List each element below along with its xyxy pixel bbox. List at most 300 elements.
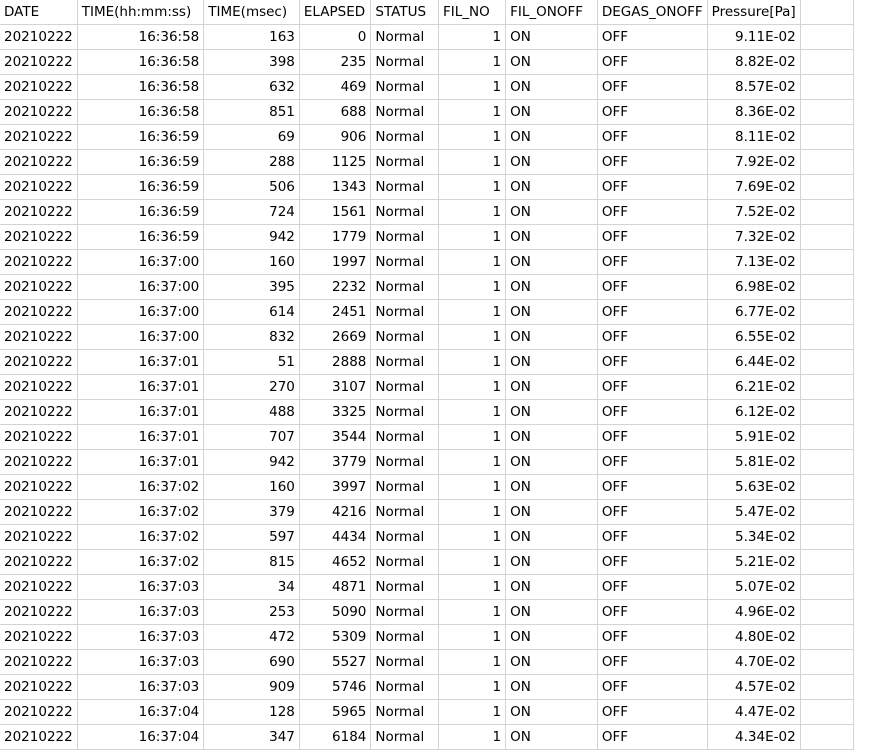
cell-date[interactable]: 20210222 (0, 450, 77, 475)
cell-fil-onoff[interactable]: ON (506, 150, 598, 175)
empty-cell[interactable] (800, 725, 854, 750)
empty-cell[interactable] (800, 300, 854, 325)
cell-fil-onoff[interactable]: ON (506, 25, 598, 50)
empty-cell[interactable] (800, 450, 854, 475)
cell-pressure[interactable]: 5.63E-02 (707, 475, 800, 500)
cell-status[interactable]: Normal (371, 325, 439, 350)
cell-elapsed[interactable]: 2888 (299, 350, 370, 375)
cell-date[interactable]: 20210222 (0, 375, 77, 400)
cell-status[interactable]: Normal (371, 700, 439, 725)
cell-pressure[interactable]: 6.21E-02 (707, 375, 800, 400)
cell-date[interactable]: 20210222 (0, 475, 77, 500)
cell-elapsed[interactable]: 5965 (299, 700, 370, 725)
cell-date[interactable]: 20210222 (0, 525, 77, 550)
cell-pressure[interactable]: 6.55E-02 (707, 325, 800, 350)
cell-elapsed[interactable]: 688 (299, 100, 370, 125)
cell-fil-onoff[interactable]: ON (506, 650, 598, 675)
cell-degas-onoff[interactable]: OFF (597, 50, 707, 75)
cell-status[interactable]: Normal (371, 725, 439, 750)
cell-fil-no[interactable]: 1 (438, 525, 505, 550)
empty-cell[interactable] (800, 625, 854, 650)
cell-pressure[interactable]: 6.44E-02 (707, 350, 800, 375)
cell-fil-no[interactable]: 1 (438, 150, 505, 175)
cell-fil-no[interactable]: 1 (438, 500, 505, 525)
cell-degas-onoff[interactable]: OFF (597, 650, 707, 675)
cell-msec[interactable]: 160 (204, 250, 300, 275)
cell-status[interactable]: Normal (371, 375, 439, 400)
cell-date[interactable]: 20210222 (0, 75, 77, 100)
cell-status[interactable]: Normal (371, 175, 439, 200)
cell-fil-onoff[interactable]: ON (506, 250, 598, 275)
header-cell-fil-no[interactable]: FIL_NO (438, 0, 505, 25)
cell-time[interactable]: 16:37:04 (77, 700, 204, 725)
cell-fil-no[interactable]: 1 (438, 425, 505, 450)
cell-fil-onoff[interactable]: ON (506, 600, 598, 625)
cell-fil-no[interactable]: 1 (438, 325, 505, 350)
cell-pressure[interactable]: 5.21E-02 (707, 550, 800, 575)
cell-pressure[interactable]: 4.57E-02 (707, 675, 800, 700)
cell-elapsed[interactable]: 4434 (299, 525, 370, 550)
cell-msec[interactable]: 632 (204, 75, 300, 100)
cell-degas-onoff[interactable]: OFF (597, 500, 707, 525)
cell-msec[interactable]: 69 (204, 125, 300, 150)
cell-msec[interactable]: 690 (204, 650, 300, 675)
cell-fil-onoff[interactable]: ON (506, 325, 598, 350)
empty-cell[interactable] (800, 525, 854, 550)
empty-cell[interactable] (800, 600, 854, 625)
cell-elapsed[interactable]: 5527 (299, 650, 370, 675)
cell-fil-onoff[interactable]: ON (506, 675, 598, 700)
cell-fil-no[interactable]: 1 (438, 575, 505, 600)
empty-cell[interactable] (800, 550, 854, 575)
empty-cell[interactable] (800, 425, 854, 450)
cell-date[interactable]: 20210222 (0, 425, 77, 450)
cell-time[interactable]: 16:37:03 (77, 675, 204, 700)
cell-fil-onoff[interactable]: ON (506, 500, 598, 525)
cell-date[interactable]: 20210222 (0, 625, 77, 650)
cell-pressure[interactable]: 5.91E-02 (707, 425, 800, 450)
cell-pressure[interactable]: 4.70E-02 (707, 650, 800, 675)
cell-msec[interactable]: 253 (204, 600, 300, 625)
cell-status[interactable]: Normal (371, 600, 439, 625)
cell-degas-onoff[interactable]: OFF (597, 550, 707, 575)
cell-fil-no[interactable]: 1 (438, 675, 505, 700)
cell-status[interactable]: Normal (371, 675, 439, 700)
cell-pressure[interactable]: 4.34E-02 (707, 725, 800, 750)
cell-msec[interactable]: 395 (204, 275, 300, 300)
cell-degas-onoff[interactable]: OFF (597, 575, 707, 600)
cell-time[interactable]: 16:37:02 (77, 550, 204, 575)
cell-degas-onoff[interactable]: OFF (597, 175, 707, 200)
cell-date[interactable]: 20210222 (0, 675, 77, 700)
cell-msec[interactable]: 942 (204, 450, 300, 475)
empty-cell[interactable] (800, 700, 854, 725)
cell-pressure[interactable]: 9.11E-02 (707, 25, 800, 50)
cell-status[interactable]: Normal (371, 250, 439, 275)
cell-status[interactable]: Normal (371, 400, 439, 425)
cell-degas-onoff[interactable]: OFF (597, 325, 707, 350)
cell-degas-onoff[interactable]: OFF (597, 475, 707, 500)
header-cell-pressure[interactable]: Pressure[Pa] (707, 0, 800, 25)
cell-time[interactable]: 16:37:01 (77, 400, 204, 425)
cell-pressure[interactable]: 5.07E-02 (707, 575, 800, 600)
cell-elapsed[interactable]: 0 (299, 25, 370, 50)
cell-time[interactable]: 16:37:00 (77, 300, 204, 325)
cell-fil-no[interactable]: 1 (438, 725, 505, 750)
cell-elapsed[interactable]: 5746 (299, 675, 370, 700)
empty-cell[interactable] (800, 225, 854, 250)
cell-fil-no[interactable]: 1 (438, 625, 505, 650)
cell-pressure[interactable]: 6.77E-02 (707, 300, 800, 325)
cell-degas-onoff[interactable]: OFF (597, 725, 707, 750)
cell-degas-onoff[interactable]: OFF (597, 150, 707, 175)
cell-date[interactable]: 20210222 (0, 700, 77, 725)
cell-status[interactable]: Normal (371, 425, 439, 450)
cell-fil-onoff[interactable]: ON (506, 400, 598, 425)
cell-date[interactable]: 20210222 (0, 125, 77, 150)
cell-status[interactable]: Normal (371, 275, 439, 300)
cell-fil-onoff[interactable]: ON (506, 550, 598, 575)
empty-cell[interactable] (800, 200, 854, 225)
cell-pressure[interactable]: 8.36E-02 (707, 100, 800, 125)
cell-msec[interactable]: 34 (204, 575, 300, 600)
cell-elapsed[interactable]: 3107 (299, 375, 370, 400)
cell-degas-onoff[interactable]: OFF (597, 100, 707, 125)
cell-date[interactable]: 20210222 (0, 275, 77, 300)
cell-elapsed[interactable]: 6184 (299, 725, 370, 750)
cell-time[interactable]: 16:37:01 (77, 450, 204, 475)
cell-degas-onoff[interactable]: OFF (597, 700, 707, 725)
cell-elapsed[interactable]: 2451 (299, 300, 370, 325)
cell-elapsed[interactable]: 3997 (299, 475, 370, 500)
cell-msec[interactable]: 942 (204, 225, 300, 250)
cell-time[interactable]: 16:37:03 (77, 625, 204, 650)
cell-status[interactable]: Normal (371, 75, 439, 100)
cell-pressure[interactable]: 7.69E-02 (707, 175, 800, 200)
empty-cell[interactable] (800, 400, 854, 425)
cell-date[interactable]: 20210222 (0, 25, 77, 50)
cell-status[interactable]: Normal (371, 25, 439, 50)
cell-pressure[interactable]: 4.47E-02 (707, 700, 800, 725)
cell-pressure[interactable]: 6.98E-02 (707, 275, 800, 300)
cell-fil-onoff[interactable]: ON (506, 700, 598, 725)
cell-fil-no[interactable]: 1 (438, 450, 505, 475)
cell-time[interactable]: 16:37:00 (77, 325, 204, 350)
cell-time[interactable]: 16:37:02 (77, 500, 204, 525)
cell-degas-onoff[interactable]: OFF (597, 275, 707, 300)
empty-cell[interactable] (800, 350, 854, 375)
cell-status[interactable]: Normal (371, 300, 439, 325)
empty-cell[interactable] (800, 475, 854, 500)
cell-pressure[interactable]: 6.12E-02 (707, 400, 800, 425)
header-cell-date[interactable]: DATE (0, 0, 77, 25)
cell-time[interactable]: 16:37:02 (77, 475, 204, 500)
cell-time[interactable]: 16:37:03 (77, 575, 204, 600)
cell-fil-no[interactable]: 1 (438, 200, 505, 225)
cell-time[interactable]: 16:37:01 (77, 425, 204, 450)
empty-cell[interactable] (800, 75, 854, 100)
cell-status[interactable]: Normal (371, 225, 439, 250)
cell-msec[interactable]: 288 (204, 150, 300, 175)
cell-date[interactable]: 20210222 (0, 600, 77, 625)
cell-fil-no[interactable]: 1 (438, 400, 505, 425)
cell-msec[interactable]: 472 (204, 625, 300, 650)
cell-pressure[interactable]: 7.32E-02 (707, 225, 800, 250)
cell-time[interactable]: 16:37:03 (77, 600, 204, 625)
cell-degas-onoff[interactable]: OFF (597, 125, 707, 150)
cell-fil-no[interactable]: 1 (438, 600, 505, 625)
cell-status[interactable]: Normal (371, 150, 439, 175)
cell-degas-onoff[interactable]: OFF (597, 400, 707, 425)
cell-fil-no[interactable]: 1 (438, 225, 505, 250)
cell-fil-no[interactable]: 1 (438, 175, 505, 200)
cell-degas-onoff[interactable]: OFF (597, 525, 707, 550)
cell-time[interactable]: 16:36:58 (77, 75, 204, 100)
empty-cell[interactable] (800, 175, 854, 200)
cell-status[interactable]: Normal (371, 625, 439, 650)
cell-status[interactable]: Normal (371, 350, 439, 375)
cell-date[interactable]: 20210222 (0, 200, 77, 225)
empty-cell[interactable] (800, 500, 854, 525)
cell-elapsed[interactable]: 1343 (299, 175, 370, 200)
empty-cell[interactable] (800, 275, 854, 300)
cell-date[interactable]: 20210222 (0, 325, 77, 350)
cell-time[interactable]: 16:36:58 (77, 50, 204, 75)
empty-cell[interactable] (800, 150, 854, 175)
cell-time[interactable]: 16:37:00 (77, 250, 204, 275)
cell-time[interactable]: 16:37:02 (77, 525, 204, 550)
cell-fil-no[interactable]: 1 (438, 650, 505, 675)
empty-cell[interactable] (800, 650, 854, 675)
empty-cell[interactable] (800, 125, 854, 150)
cell-time[interactable]: 16:36:59 (77, 200, 204, 225)
header-cell-time[interactable]: TIME(hh:mm:ss) (77, 0, 204, 25)
cell-fil-no[interactable]: 1 (438, 100, 505, 125)
cell-msec[interactable]: 614 (204, 300, 300, 325)
cell-fil-onoff[interactable]: ON (506, 175, 598, 200)
cell-degas-onoff[interactable]: OFF (597, 225, 707, 250)
cell-status[interactable]: Normal (371, 200, 439, 225)
cell-fil-onoff[interactable]: ON (506, 225, 598, 250)
cell-fil-onoff[interactable]: ON (506, 450, 598, 475)
empty-cell[interactable] (800, 575, 854, 600)
cell-fil-onoff[interactable]: ON (506, 300, 598, 325)
cell-date[interactable]: 20210222 (0, 500, 77, 525)
cell-degas-onoff[interactable]: OFF (597, 25, 707, 50)
cell-degas-onoff[interactable]: OFF (597, 425, 707, 450)
cell-fil-onoff[interactable]: ON (506, 75, 598, 100)
cell-elapsed[interactable]: 2232 (299, 275, 370, 300)
cell-fil-onoff[interactable]: ON (506, 425, 598, 450)
cell-date[interactable]: 20210222 (0, 250, 77, 275)
cell-msec[interactable]: 128 (204, 700, 300, 725)
cell-date[interactable]: 20210222 (0, 650, 77, 675)
header-cell-elapsed[interactable]: ELAPSED (299, 0, 370, 25)
cell-fil-onoff[interactable]: ON (506, 50, 598, 75)
cell-fil-no[interactable]: 1 (438, 375, 505, 400)
cell-fil-onoff[interactable]: ON (506, 275, 598, 300)
cell-date[interactable]: 20210222 (0, 350, 77, 375)
cell-fil-onoff[interactable]: ON (506, 125, 598, 150)
cell-msec[interactable]: 160 (204, 475, 300, 500)
cell-status[interactable]: Normal (371, 550, 439, 575)
cell-status[interactable]: Normal (371, 575, 439, 600)
cell-fil-onoff[interactable]: ON (506, 100, 598, 125)
cell-date[interactable]: 20210222 (0, 150, 77, 175)
cell-date[interactable]: 20210222 (0, 300, 77, 325)
cell-status[interactable]: Normal (371, 50, 439, 75)
cell-degas-onoff[interactable]: OFF (597, 350, 707, 375)
cell-fil-no[interactable]: 1 (438, 25, 505, 50)
cell-degas-onoff[interactable]: OFF (597, 375, 707, 400)
cell-fil-no[interactable]: 1 (438, 50, 505, 75)
cell-fil-no[interactable]: 1 (438, 125, 505, 150)
cell-degas-onoff[interactable]: OFF (597, 675, 707, 700)
empty-cell[interactable] (800, 675, 854, 700)
cell-fil-onoff[interactable]: ON (506, 625, 598, 650)
cell-pressure[interactable]: 5.47E-02 (707, 500, 800, 525)
cell-fil-no[interactable]: 1 (438, 275, 505, 300)
cell-fil-no[interactable]: 1 (438, 475, 505, 500)
cell-time[interactable]: 16:37:00 (77, 275, 204, 300)
cell-status[interactable]: Normal (371, 650, 439, 675)
cell-pressure[interactable]: 5.34E-02 (707, 525, 800, 550)
cell-date[interactable]: 20210222 (0, 50, 77, 75)
cell-pressure[interactable]: 4.80E-02 (707, 625, 800, 650)
cell-fil-no[interactable]: 1 (438, 700, 505, 725)
cell-date[interactable]: 20210222 (0, 100, 77, 125)
cell-msec[interactable]: 909 (204, 675, 300, 700)
cell-msec[interactable]: 379 (204, 500, 300, 525)
cell-elapsed[interactable]: 1779 (299, 225, 370, 250)
cell-pressure[interactable]: 8.82E-02 (707, 50, 800, 75)
header-cell-status[interactable]: STATUS (371, 0, 439, 25)
cell-pressure[interactable]: 7.92E-02 (707, 150, 800, 175)
cell-date[interactable]: 20210222 (0, 575, 77, 600)
cell-status[interactable]: Normal (371, 100, 439, 125)
cell-elapsed[interactable]: 3779 (299, 450, 370, 475)
cell-msec[interactable]: 270 (204, 375, 300, 400)
cell-status[interactable]: Normal (371, 125, 439, 150)
cell-msec[interactable]: 597 (204, 525, 300, 550)
empty-cell[interactable] (800, 250, 854, 275)
cell-status[interactable]: Normal (371, 525, 439, 550)
empty-cell[interactable] (800, 375, 854, 400)
header-cell-fil-onoff[interactable]: FIL_ONOFF (506, 0, 598, 25)
cell-pressure[interactable]: 7.13E-02 (707, 250, 800, 275)
cell-fil-no[interactable]: 1 (438, 300, 505, 325)
empty-cell[interactable] (800, 0, 854, 25)
cell-pressure[interactable]: 8.11E-02 (707, 125, 800, 150)
cell-elapsed[interactable]: 469 (299, 75, 370, 100)
cell-msec[interactable]: 851 (204, 100, 300, 125)
cell-time[interactable]: 16:37:01 (77, 375, 204, 400)
cell-elapsed[interactable]: 235 (299, 50, 370, 75)
cell-pressure[interactable]: 5.81E-02 (707, 450, 800, 475)
cell-date[interactable]: 20210222 (0, 400, 77, 425)
cell-msec[interactable]: 51 (204, 350, 300, 375)
cell-msec[interactable]: 707 (204, 425, 300, 450)
cell-elapsed[interactable]: 3544 (299, 425, 370, 450)
cell-date[interactable]: 20210222 (0, 550, 77, 575)
cell-fil-onoff[interactable]: ON (506, 350, 598, 375)
cell-date[interactable]: 20210222 (0, 225, 77, 250)
cell-elapsed[interactable]: 5309 (299, 625, 370, 650)
empty-cell[interactable] (800, 50, 854, 75)
cell-elapsed[interactable]: 2669 (299, 325, 370, 350)
cell-pressure[interactable]: 7.52E-02 (707, 200, 800, 225)
cell-fil-onoff[interactable]: ON (506, 475, 598, 500)
cell-time[interactable]: 16:36:58 (77, 25, 204, 50)
empty-cell[interactable] (800, 325, 854, 350)
cell-time[interactable]: 16:36:59 (77, 175, 204, 200)
cell-time[interactable]: 16:37:04 (77, 725, 204, 750)
cell-fil-no[interactable]: 1 (438, 250, 505, 275)
cell-date[interactable]: 20210222 (0, 175, 77, 200)
cell-degas-onoff[interactable]: OFF (597, 600, 707, 625)
cell-degas-onoff[interactable]: OFF (597, 250, 707, 275)
cell-elapsed[interactable]: 1997 (299, 250, 370, 275)
cell-msec[interactable]: 347 (204, 725, 300, 750)
cell-msec[interactable]: 815 (204, 550, 300, 575)
cell-elapsed[interactable]: 5090 (299, 600, 370, 625)
cell-time[interactable]: 16:37:03 (77, 650, 204, 675)
header-cell-degas-onoff[interactable]: DEGAS_ONOFF (597, 0, 707, 25)
cell-fil-onoff[interactable]: ON (506, 375, 598, 400)
cell-msec[interactable]: 398 (204, 50, 300, 75)
cell-fil-onoff[interactable]: ON (506, 525, 598, 550)
cell-msec[interactable]: 488 (204, 400, 300, 425)
cell-msec[interactable]: 506 (204, 175, 300, 200)
cell-time[interactable]: 16:37:01 (77, 350, 204, 375)
cell-degas-onoff[interactable]: OFF (597, 625, 707, 650)
cell-elapsed[interactable]: 906 (299, 125, 370, 150)
header-cell-msec[interactable]: TIME(msec) (204, 0, 300, 25)
cell-fil-no[interactable]: 1 (438, 75, 505, 100)
cell-status[interactable]: Normal (371, 500, 439, 525)
cell-degas-onoff[interactable]: OFF (597, 75, 707, 100)
cell-msec[interactable]: 724 (204, 200, 300, 225)
empty-cell[interactable] (800, 25, 854, 50)
cell-msec[interactable]: 163 (204, 25, 300, 50)
cell-pressure[interactable]: 4.96E-02 (707, 600, 800, 625)
cell-time[interactable]: 16:36:58 (77, 100, 204, 125)
cell-degas-onoff[interactable]: OFF (597, 450, 707, 475)
cell-date[interactable]: 20210222 (0, 725, 77, 750)
cell-fil-onoff[interactable]: ON (506, 575, 598, 600)
cell-fil-onoff[interactable]: ON (506, 725, 598, 750)
cell-elapsed[interactable]: 4871 (299, 575, 370, 600)
cell-status[interactable]: Normal (371, 475, 439, 500)
cell-elapsed[interactable]: 1125 (299, 150, 370, 175)
cell-time[interactable]: 16:36:59 (77, 125, 204, 150)
cell-elapsed[interactable]: 3325 (299, 400, 370, 425)
cell-elapsed[interactable]: 1561 (299, 200, 370, 225)
cell-time[interactable]: 16:36:59 (77, 150, 204, 175)
cell-fil-no[interactable]: 1 (438, 550, 505, 575)
cell-degas-onoff[interactable]: OFF (597, 300, 707, 325)
cell-elapsed[interactable]: 4652 (299, 550, 370, 575)
cell-degas-onoff[interactable]: OFF (597, 200, 707, 225)
cell-status[interactable]: Normal (371, 450, 439, 475)
cell-time[interactable]: 16:36:59 (77, 225, 204, 250)
empty-cell[interactable] (800, 100, 854, 125)
cell-pressure[interactable]: 8.57E-02 (707, 75, 800, 100)
cell-fil-no[interactable]: 1 (438, 350, 505, 375)
cell-elapsed[interactable]: 4216 (299, 500, 370, 525)
cell-fil-onoff[interactable]: ON (506, 200, 598, 225)
cell-msec[interactable]: 832 (204, 325, 300, 350)
